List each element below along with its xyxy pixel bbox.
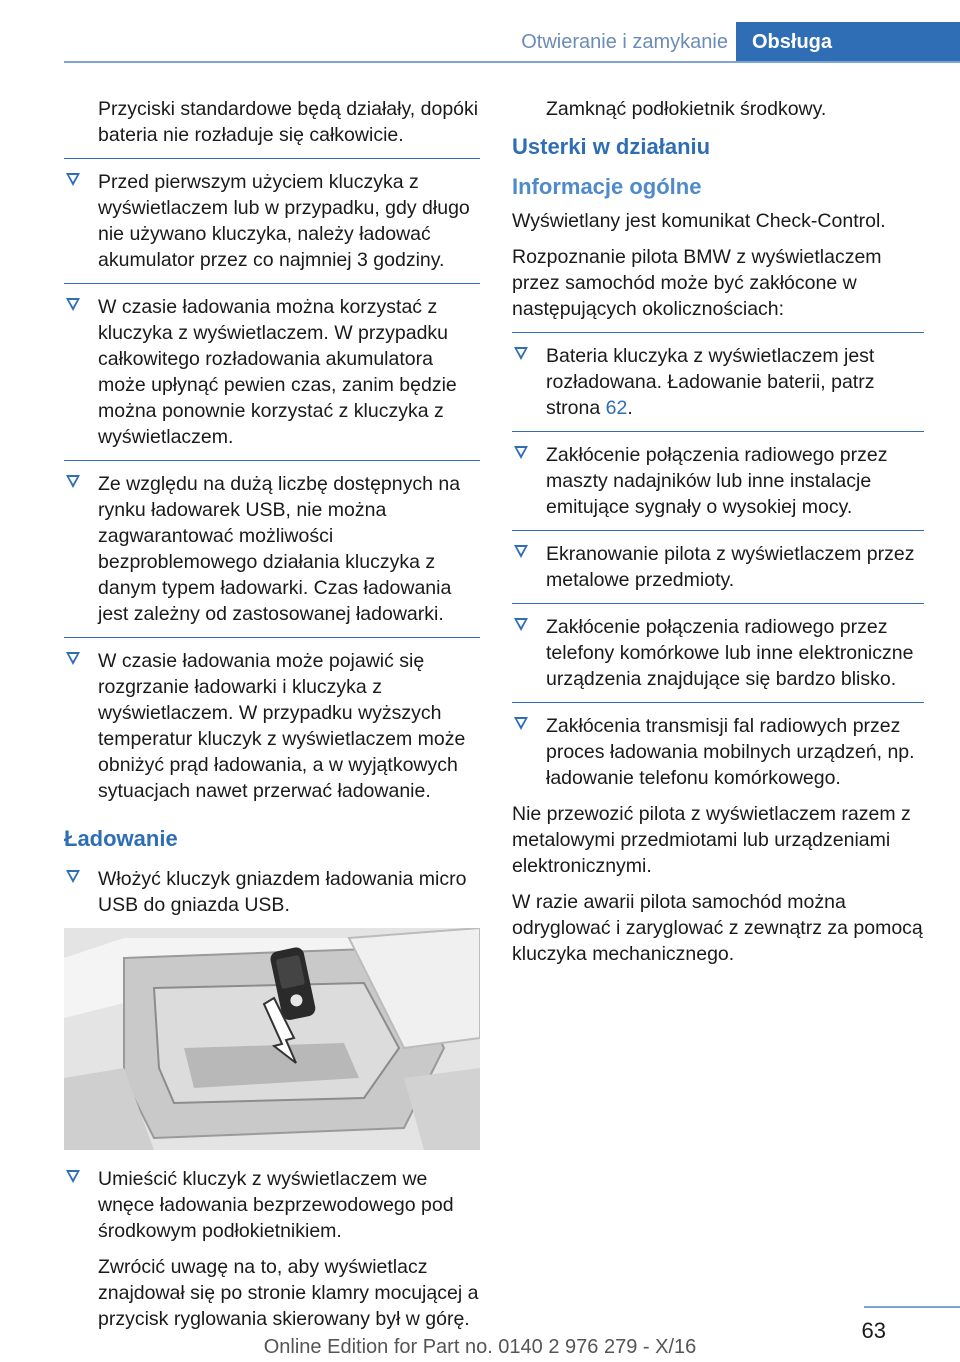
- list-item: [512, 713, 924, 791]
- charging-note: Zwrócić uwagę na to, aby wyświetlacz znajdował się po stronie klamry mocującej a przycisk ryglowania skierowany był w górę.: [98, 1256, 479, 1330]
- right-column: [512, 96, 924, 977]
- paragraph: Nie przewozić pilota z wyświetlaczem razem z metalowymi przedmiotami lub urządzeniami elektronicznymi.: [512, 803, 911, 877]
- divider: [64, 283, 480, 284]
- list-item-text: W czasie ładowania można korzystać z kluczyka z wyświetlaczem. W przypadku całkowitego rozładowania akumulatora może upłynąć pewien czas, zanim będzie można ponownie korzystać z kluczyka z wyświetlaczem.: [98, 296, 457, 448]
- intro-text: Przyciski standardowe będą działały, dopóki bateria nie rozładuje się całkowicie.: [98, 98, 479, 146]
- paragraph: Rozpoznanie pilota BMW z wyświetlaczem przez samochód może być zakłócone w następujących okolicznościach:: [512, 246, 882, 320]
- list-item: [64, 471, 480, 627]
- charging-cradle-illustration: [64, 928, 480, 1150]
- list-item-text: Zakłócenia transmisji fal radiowych przez proces ładowania mobilnych urządzeń, np. ładowanie telefonu komórkowego.: [546, 715, 915, 789]
- list-item: [64, 648, 480, 804]
- header-rule: [64, 61, 960, 63]
- list-item-text: Przed pierwszym użyciem kluczyka z wyświetlaczem lub w przypadku, gdy długo nie używano kluczyka, należy ładować akumulator przez co najmniej 3 godziny.: [98, 171, 470, 271]
- chapter-tab: Obsługa: [736, 22, 960, 62]
- list-item: [512, 442, 924, 520]
- triangle-bullet-icon: [514, 545, 528, 558]
- divider: [512, 702, 924, 703]
- charging-step: [64, 1166, 480, 1244]
- list-item-text: Zakłócenie połączenia radiowego przez telefony komórkowe lub inne elektroniczne urządzenia znajdujące się bardzo blisko.: [546, 616, 914, 690]
- page-header: [0, 0, 960, 62]
- triangle-bullet-icon: [66, 652, 80, 665]
- triangle-bullet-icon: [514, 618, 528, 631]
- charging-heading: Ładowanie: [64, 826, 178, 851]
- list-item: [512, 541, 924, 593]
- charging-step-text: Włożyć kluczyk gniazdem ładowania micro USB do gniazda USB.: [98, 868, 467, 916]
- section-title: Otwieranie i zamykanie: [521, 31, 728, 53]
- triangle-bullet-icon: [66, 173, 80, 186]
- list-item: [64, 294, 480, 450]
- paragraph: Wyświetlany jest komunikat Check-Control.: [512, 210, 886, 232]
- divider: [64, 637, 480, 638]
- list-item-text: .: [627, 397, 633, 419]
- divider: [512, 332, 924, 333]
- left-column: [64, 96, 480, 1342]
- triangle-bullet-icon: [514, 717, 528, 730]
- page-link[interactable]: 62: [605, 397, 628, 419]
- triangle-bullet-icon: [66, 298, 80, 311]
- divider: [512, 431, 924, 432]
- continuation-text: Zamknąć podłokietnik środkowy.: [546, 98, 827, 120]
- list-item: [512, 343, 924, 421]
- charging-step: [64, 866, 480, 918]
- triangle-bullet-icon: [66, 870, 80, 883]
- divider: [512, 530, 924, 531]
- page-number: 63: [861, 1318, 886, 1343]
- triangle-bullet-icon: [514, 347, 528, 360]
- triangle-bullet-icon: [66, 1170, 80, 1183]
- divider: [64, 158, 480, 159]
- general-info-heading: Informacje ogólne: [512, 174, 702, 199]
- triangle-bullet-icon: [514, 446, 528, 459]
- divider: [64, 460, 480, 461]
- divider: [512, 603, 924, 604]
- list-item-text: Ze względu na dużą liczbę dostępnych na rynku ładowarek USB, nie można zagwarantować możliwości bezproblemowego działania kluczyka z danym typem ładowarki. Czas ładowania jest zależny od zastosowanej ładowarki.: [98, 473, 461, 625]
- faults-heading: Usterki w działaniu: [512, 134, 711, 159]
- triangle-bullet-icon: [66, 475, 80, 488]
- list-item: [64, 169, 480, 273]
- armrest-charging-illustration-icon: [64, 928, 480, 1150]
- edition-footer: Online Edition for Part no. 0140 2 976 279 - X/16: [263, 1336, 697, 1358]
- list-item-text: W czasie ładowania może pojawić się rozgrzanie ładowarki i kluczyka z wyświetlaczem. W przypadku wyższych temperatur kluczyk z wyświetlaczem może obniżyć prąd ładowania, a w wyjątkowych sytuacjach nawet przerwać ładowanie.: [98, 650, 466, 802]
- list-item-text: Bateria kluczyka z wyświetlaczem jest rozładowana. Ładowanie baterii, patrz strona: [546, 345, 875, 419]
- charging-step-text: Umieścić kluczyk z wyświetlaczem we wnęce ładowania bezprzewodowego pod środkowym podłokietnikiem.: [98, 1168, 454, 1242]
- paragraph: W razie awarii pilota samochód można odryglować i zaryglować z zewnątrz za pomocą kluczyka mechanicznego.: [512, 891, 923, 965]
- list-item: [512, 614, 924, 692]
- list-item-text: Zakłócenie połączenia radiowego przez maszty nadajników lub inne instalacje emitujące sygnały o wysokiej mocy.: [546, 444, 888, 518]
- list-item-text: Ekranowanie pilota z wyświetlaczem przez metalowe przedmioty.: [546, 543, 915, 591]
- footer-rule: [864, 1306, 960, 1308]
